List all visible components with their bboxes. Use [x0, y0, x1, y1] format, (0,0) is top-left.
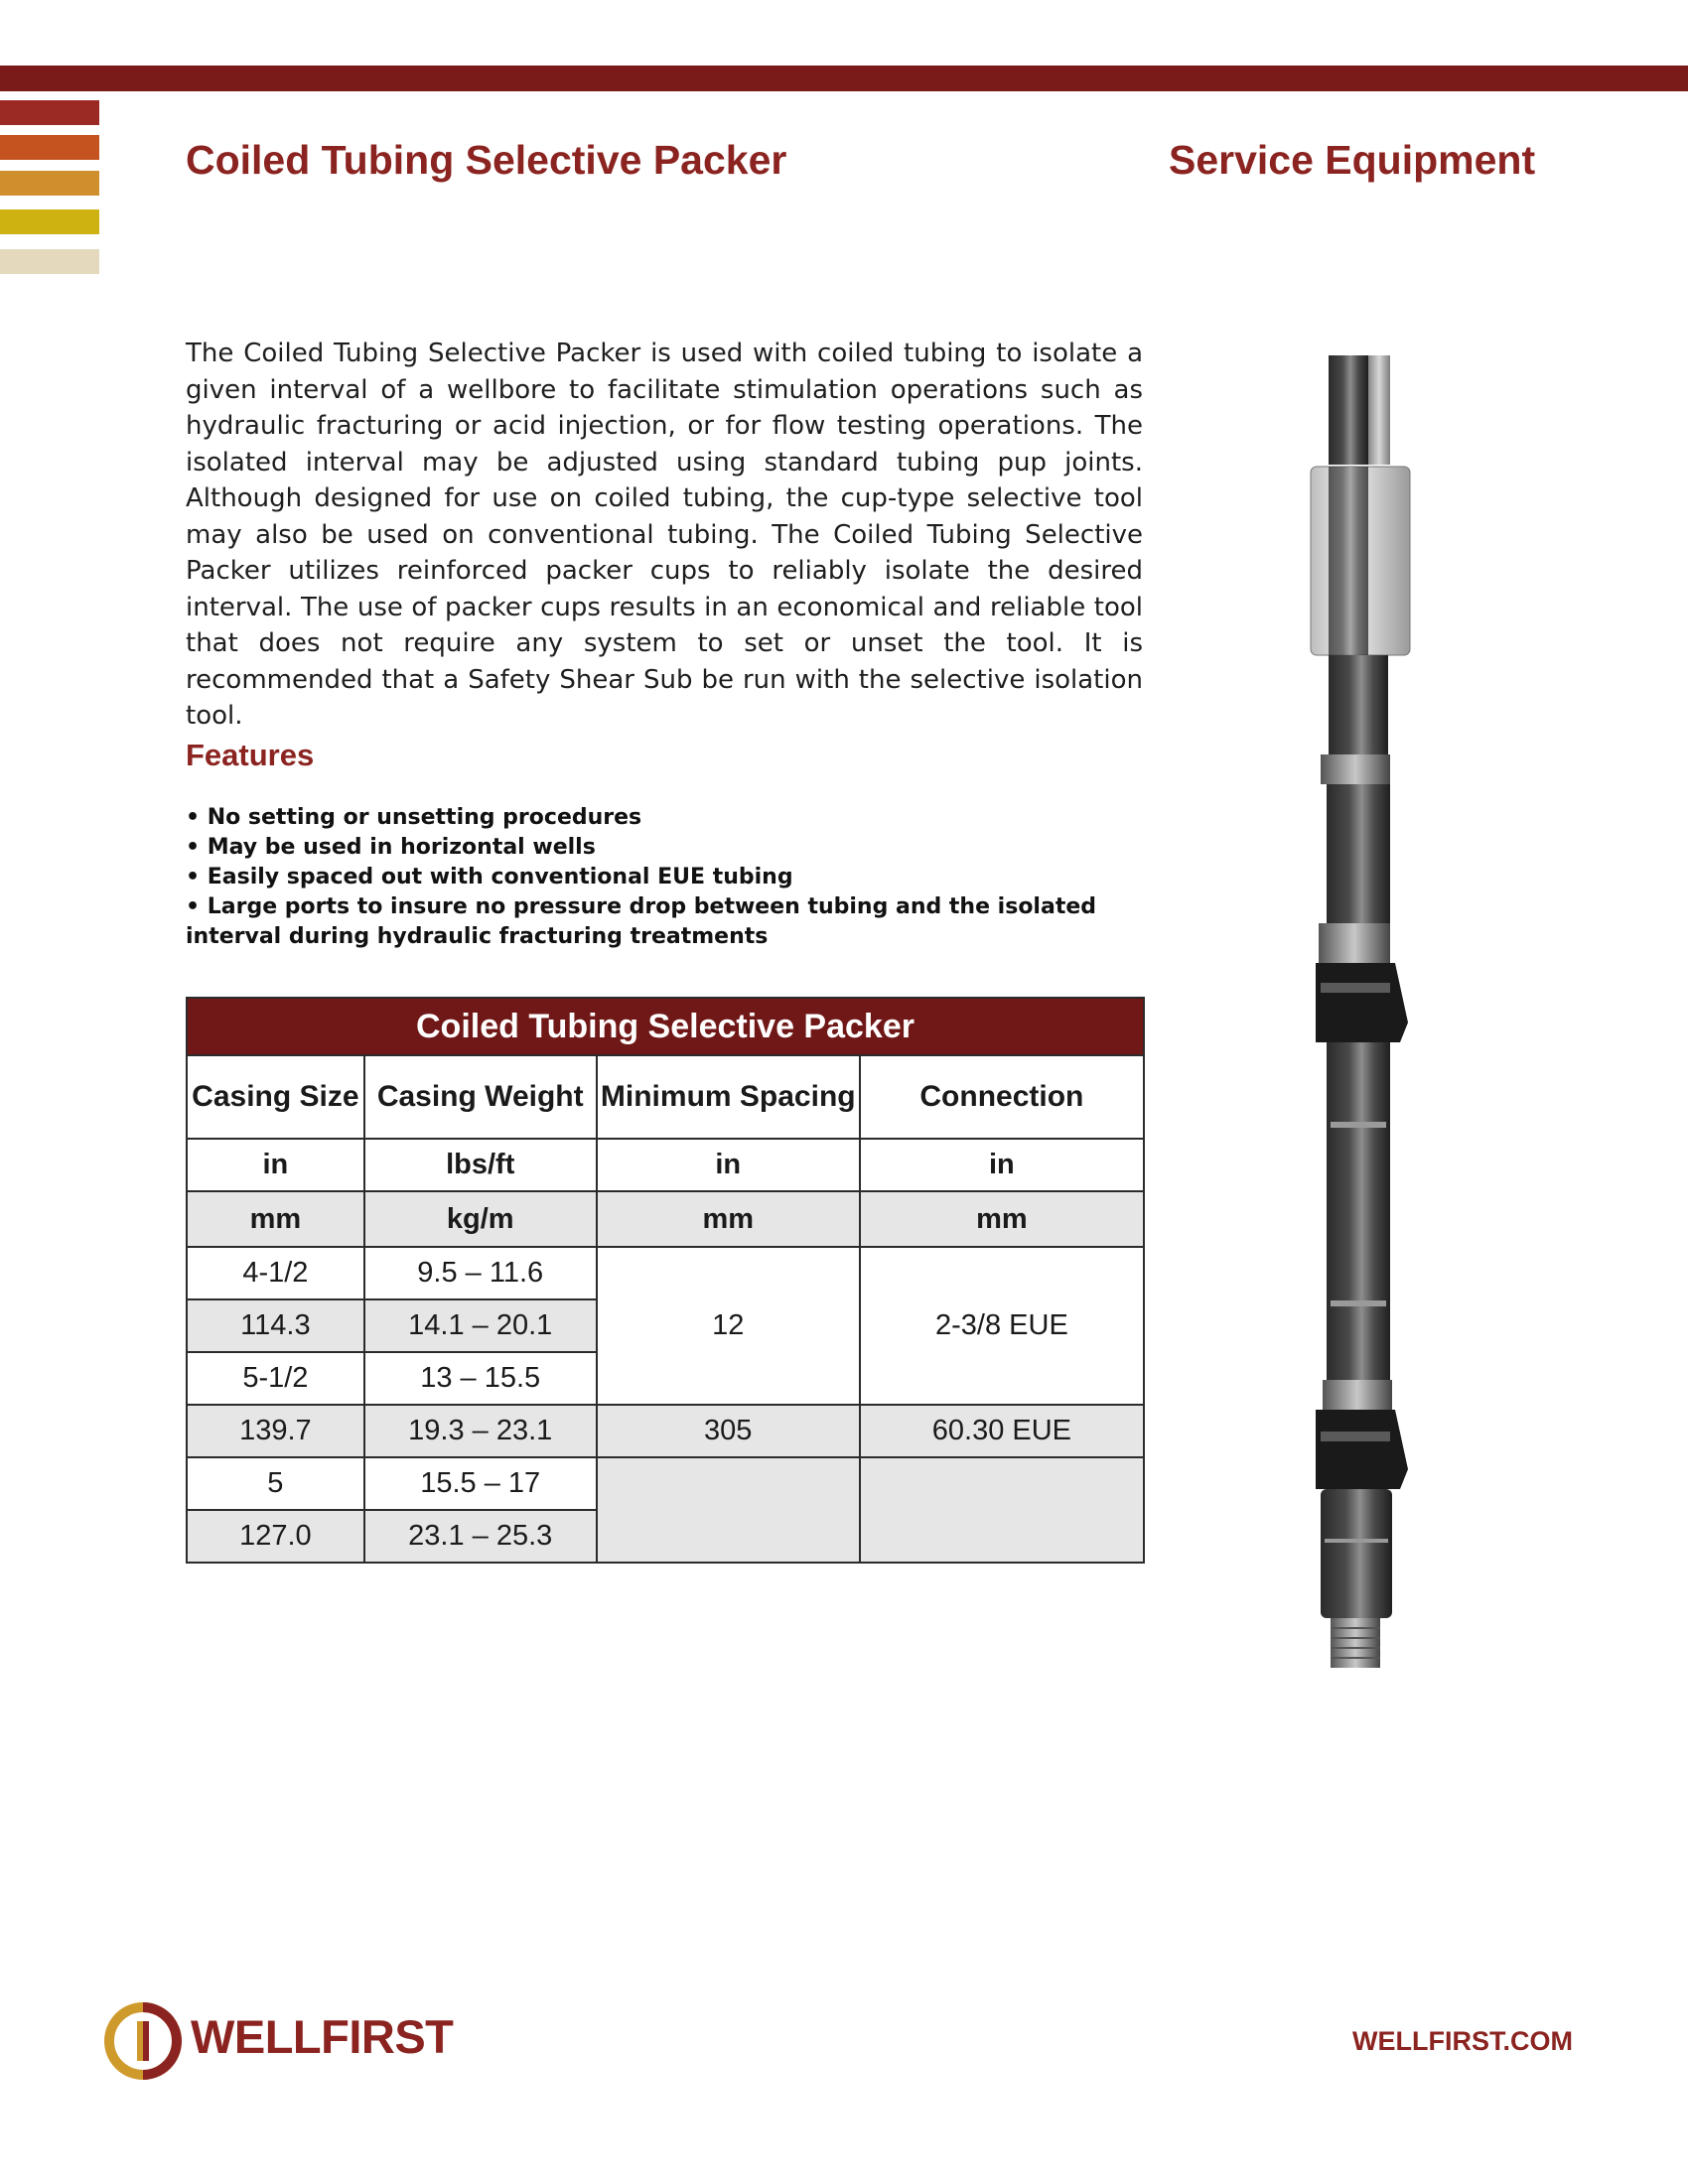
column-header: Minimum Spacing [597, 1055, 860, 1139]
unit-cell: in [860, 1139, 1144, 1191]
spec-table [186, 997, 1145, 1564]
unit-cell: in [597, 1139, 860, 1191]
accent-stripe [0, 100, 99, 125]
wellfirst-logo-icon [103, 2001, 183, 2081]
unit-cell: kg/m [364, 1191, 597, 1247]
features-list [186, 803, 1143, 952]
accent-stripe [0, 209, 99, 234]
table-title: Coiled Tubing Selective Packer [187, 998, 1144, 1055]
unit-cell: mm [860, 1191, 1144, 1247]
table-cell-empty [597, 1457, 860, 1563]
table-cell: 19.3 – 23.1 [364, 1405, 597, 1457]
column-header: Connection [860, 1055, 1144, 1139]
table-cell: 2-3/8 EUE [860, 1247, 1144, 1405]
website-link[interactable]: WELLFIRST.COM [1352, 2026, 1573, 2056]
table-cell: 13 – 15.5 [364, 1352, 597, 1405]
table-cell: 127.0 [187, 1510, 364, 1563]
page-title: Coiled Tubing Selective Packer [186, 137, 787, 183]
logo-wordmark: WELLFIRST [191, 2010, 454, 2063]
feature-item: • May be used in horizontal wells [186, 833, 1143, 863]
table-cell: 15.5 – 17 [364, 1457, 597, 1510]
intro-paragraph: The Coiled Tubing Selective Packer is used with coiled tubing to isolate a given interval of a wellbore to facilitate stimulation operations such as hydraulic fracturing or acid injection, or for flow testing operations. The isolated interval may be adjusted using standard tubing pup joints. Although designed for use on coiled tubing, the cup-type selective tool may also be used on conventional tubing. The Coiled Tubing Selective Packer utilizes reinforced packer cups to reliably isolate the desired interval. The use of packer cups results in an economical and reliable tool that does not require any system to set or unset the tool. It is recommended that a Safety Shear Sub be run with the selective isolation tool. [186, 339, 1143, 731]
table-cell: 5-1/2 [187, 1352, 364, 1405]
accent-stripe [0, 249, 99, 274]
table-cell: 14.1 – 20.1 [364, 1299, 597, 1352]
column-header: Casing Size [187, 1055, 364, 1139]
accent-stripe [0, 135, 99, 160]
unit-cell: mm [187, 1191, 364, 1247]
table-cell: 139.7 [187, 1405, 364, 1457]
features-heading: Features [186, 738, 315, 772]
packer-tool-image [1301, 347, 1440, 1817]
column-header: Casing Weight [364, 1055, 597, 1139]
table-cell: 5 [187, 1457, 364, 1510]
table-cell-empty [860, 1457, 1144, 1563]
table-cell: 23.1 – 25.3 [364, 1510, 597, 1563]
table-cell: 12 [597, 1247, 860, 1405]
unit-cell: in [187, 1139, 364, 1191]
table-cell: 9.5 – 11.6 [364, 1247, 597, 1299]
feature-item: • No setting or unsetting procedures [186, 803, 1143, 833]
table-cell: 4-1/2 [187, 1247, 364, 1299]
accent-stripe [0, 171, 99, 196]
feature-item: • Easily spaced out with conventional EUE tubing [186, 863, 1143, 892]
feature-item: • Large ports to insure no pressure drop between tubing and the isolated interval during hydraulic fracturing treatments [186, 892, 1143, 952]
table-cell: 114.3 [187, 1299, 364, 1352]
unit-cell: mm [597, 1191, 860, 1247]
unit-cell: lbs/ft [364, 1139, 597, 1191]
table-cell: 60.30 EUE [860, 1405, 1144, 1457]
header-band [0, 66, 1688, 91]
section-category: Service Equipment [1169, 137, 1536, 183]
table-cell: 305 [597, 1405, 860, 1457]
